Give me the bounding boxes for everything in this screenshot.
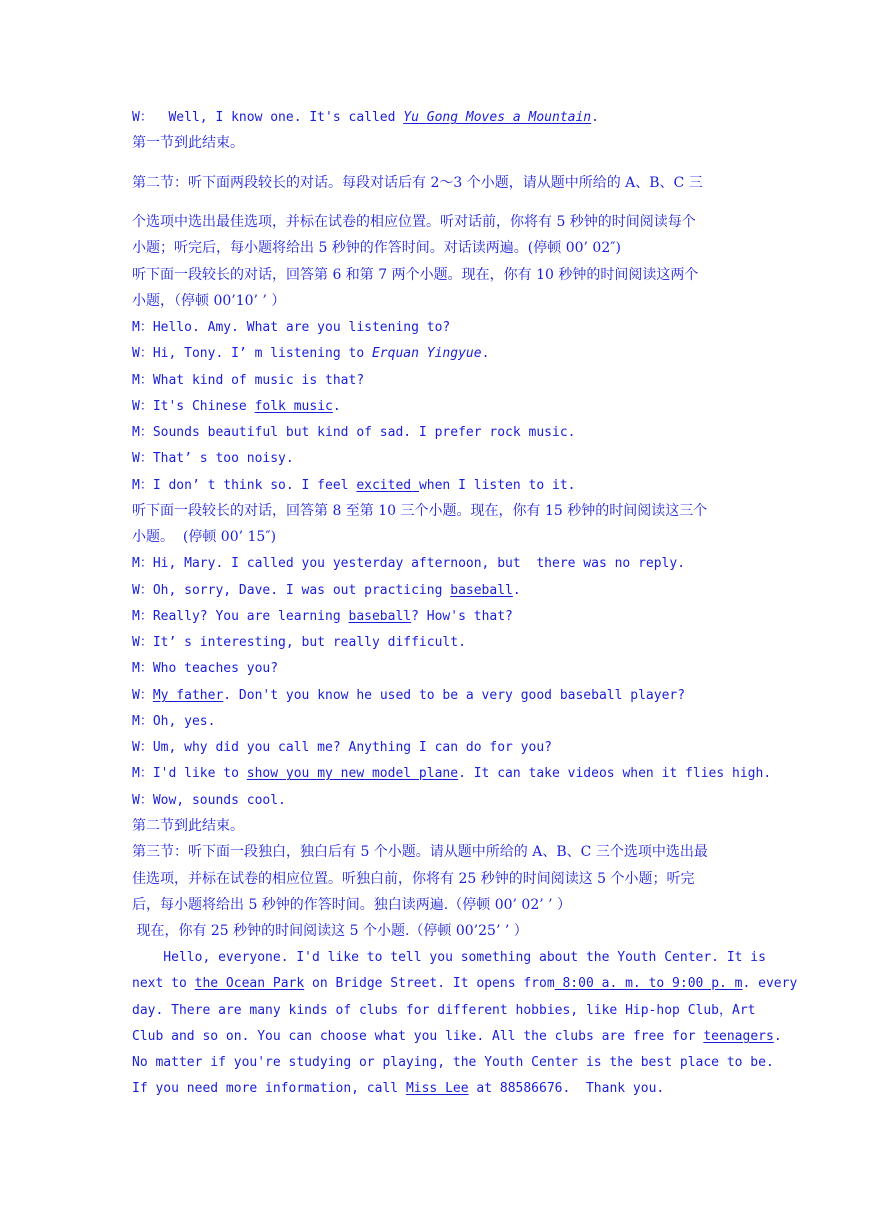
section2-instructions-3: 小题；听完后，每小题将给出 5 秒钟的作答时间。对话读两遍。(停顿 00’ 02″): [132, 240, 621, 256]
section3-instructions-4: 现在，你有 25 秒钟的时间阅读这 5 个小题.（停顿 00’25’ ’ ）: [132, 923, 528, 939]
dialogue-line: M：What kind of music is that?: [132, 373, 365, 388]
underlined-answer: Yu Gong Moves a Mountain: [403, 110, 592, 125]
underlined-answer: folk music: [254, 399, 333, 414]
text: next to: [132, 976, 195, 991]
text: .: [773, 1029, 782, 1044]
underlined-answer: My father: [152, 688, 224, 703]
text: at 88586676. Thank you.: [468, 1081, 665, 1096]
underlined-answer: 8:00 a. m. to 9:00 p. m: [554, 976, 743, 991]
dialogue-line: M：Sounds beautiful but kind of sad. I prefer rock music.: [132, 425, 576, 440]
monologue-line: [132, 1080, 664, 1098]
section3-instructions-1: 第三节：听下面一段独白，独白后有 5 个小题。请从题中所给的 A、B、C 三个选项中选出最: [132, 844, 708, 860]
dialogue-line: [132, 687, 685, 705]
text: .: [512, 583, 521, 598]
text: ? How's that?: [411, 609, 513, 624]
dialogue-line: M：Hello. Amy. What are you listening to?: [132, 320, 451, 335]
text: on Bridge Street. It opens from: [304, 976, 555, 991]
underlined-answer: Miss Lee: [405, 1081, 469, 1096]
dialogue-line: [132, 398, 341, 416]
monologue-line: day. There are many kinds of clubs for different hobbies, like Hip-hop Club，Art: [132, 1003, 756, 1018]
dialogue-line: [132, 582, 521, 600]
dialogue-line: M：Who teaches you?: [132, 661, 279, 676]
section3-instructions-2: 佳选项，并标在试卷的相应位置。听独白前，你将有 25 秒钟的时间阅读这 5 个小题；听完: [132, 871, 695, 887]
text: W：Oh, sorry, Dave. I was out practicing: [132, 583, 451, 598]
dialogue-line: W：It’ s interesting, but really difficult.: [132, 635, 466, 650]
section-end-2: 第二节到此结束。: [132, 818, 244, 834]
italic-title: Erquan Yingyue: [371, 346, 482, 361]
dialogue1-instructions-1: 听下面一段较长的对话，回答第 6 和第 7 两个小题。现在，你有 10 秒钟的时间阅读这两个: [132, 267, 699, 283]
dialogue1-instructions-2: 小题，（停顿 00’10’ ’ ）: [132, 293, 286, 309]
section2-instructions-1: 第二节：听下面两段较长的对话。每段对话后有 2～3 个小题，请从题中所给的 A、B、C 三: [132, 175, 703, 191]
text: W：: [132, 688, 153, 703]
text: M：I don’ t think so. I feel: [132, 478, 357, 493]
dialogue2-instructions-1: 听下面一段较长的对话，回答第 8 至第 10 三个小题。现在，你有 15 秒钟的时间阅读这三个: [132, 503, 708, 519]
text: If you need more information, call: [132, 1081, 406, 1096]
dialogue-line: [132, 345, 489, 363]
dialogue-line: M：Oh, yes.: [132, 714, 216, 729]
section-end-1: 第一节到此结束。: [132, 135, 244, 151]
dialogue-line: [132, 477, 576, 495]
text: M：Really? You are learning: [132, 609, 349, 624]
dialogue-line: W：Um, why did you call me? Anything I can do for you?: [132, 740, 552, 755]
dialogue-line: W：That’ s too noisy.: [132, 451, 294, 466]
underlined-answer: teenagers: [703, 1029, 774, 1044]
section3-instructions-3: 后，每小题将给出 5 秒钟的作答时间。独白读两遍.（停顿 00’ 02’ ’ ）: [132, 897, 572, 913]
monologue-line: Hello, everyone. I'd like to tell you something about the Youth Center. It is: [132, 950, 766, 965]
monologue-line: [132, 1028, 782, 1046]
text: Club and so on. You can choose what you like. All the clubs are free for: [132, 1029, 704, 1044]
monologue-line: No matter if you're studying or playing, the Youth Center is the best place to be.: [132, 1055, 774, 1070]
text: W：Hi, Tony. I’ m listening to: [132, 346, 372, 361]
text: . It can take videos when it flies high.: [458, 766, 772, 781]
dialogue2-instructions-2: 小题。 (停顿 00’ 15″): [132, 529, 277, 545]
underlined-answer: baseball: [348, 609, 412, 624]
text: . every: [742, 976, 798, 991]
text: .: [591, 110, 599, 125]
dialogue-line: M：Hi, Mary. I called you yesterday afternoon, but there was no reply.: [132, 556, 686, 571]
text: .: [332, 399, 341, 414]
text: .: [481, 346, 490, 361]
dialogue-line: W：Wow, sounds cool.: [132, 793, 286, 808]
section2-instructions-2: 个选项中选出最佳选项，并标在试卷的相应位置。听对话前，你将有 5 秒钟的时间阅读每个: [132, 214, 696, 230]
underlined-answer: baseball: [450, 583, 513, 598]
text: W：It's Chinese: [132, 399, 255, 414]
text: . Don't you know he used to be a very good baseball player?: [223, 688, 686, 703]
dialogue-line: [132, 765, 771, 783]
underlined-answer: show you my new model plane: [246, 766, 459, 781]
underlined-answer: excited: [356, 478, 419, 493]
line-w-story: [132, 109, 599, 127]
text: M：I'd like to: [132, 766, 247, 781]
text: when I listen to it.: [418, 478, 576, 493]
monologue-line: [132, 975, 797, 993]
dialogue-line: [132, 608, 513, 626]
underlined-answer: the Ocean Park: [194, 976, 305, 991]
text: W： Well, I know one. It's called: [132, 110, 404, 125]
